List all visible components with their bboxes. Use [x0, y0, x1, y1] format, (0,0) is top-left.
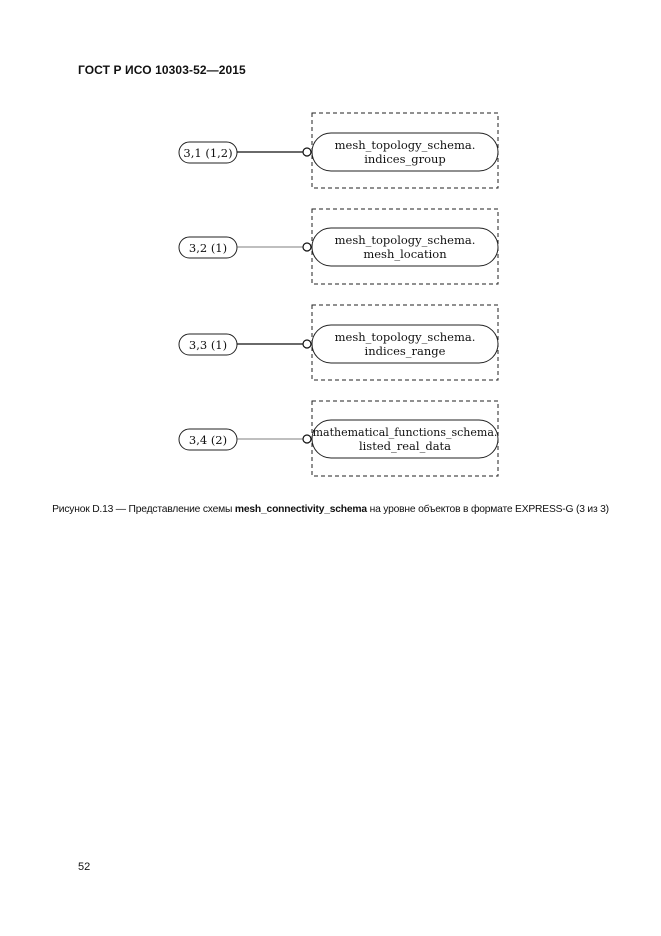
page-number: 52 [78, 861, 91, 873]
diagram-row [179, 305, 498, 380]
entity-name-line1: mesh_topology_schema. [334, 233, 476, 247]
relationship-circle [303, 243, 311, 251]
document-header: ГОСТ Р ИСО 10303-52—2015 [78, 63, 246, 77]
entity-name-line1: mathematical_functions_schema. [312, 426, 498, 439]
entity-name-line1: mesh_topology_schema. [334, 330, 476, 344]
relationship-circle [303, 148, 311, 156]
entity-name-line1: mesh_topology_schema. [334, 138, 476, 152]
page-reference-label: 3,1 (1,2) [183, 146, 233, 160]
diagram-row [179, 113, 498, 188]
caption-schema-name: mesh_connectivity_schema [234, 504, 367, 515]
page-reference-label: 3,3 (1) [188, 338, 228, 352]
figure-caption [0, 504, 661, 515]
entity-name-line2: indices_group [364, 152, 446, 166]
relationship-circle [303, 435, 311, 443]
caption-prefix: Рисунок D.13 — Представление схемы [52, 504, 235, 515]
page-reference-label: 3,2 (1) [188, 241, 228, 255]
entity-name-line2: indices_range [364, 344, 446, 358]
diagram-row [179, 209, 498, 284]
relationship-circle [303, 340, 311, 348]
diagram-row [179, 401, 498, 476]
entity-name-line2: listed_real_data [358, 439, 452, 453]
page-reference-label: 3,4 (2) [188, 433, 228, 447]
caption-suffix: на уровне объектов в формате EXPRESS-G (3 из 3) [366, 504, 609, 515]
entity-name-line2: mesh_location [363, 247, 447, 261]
